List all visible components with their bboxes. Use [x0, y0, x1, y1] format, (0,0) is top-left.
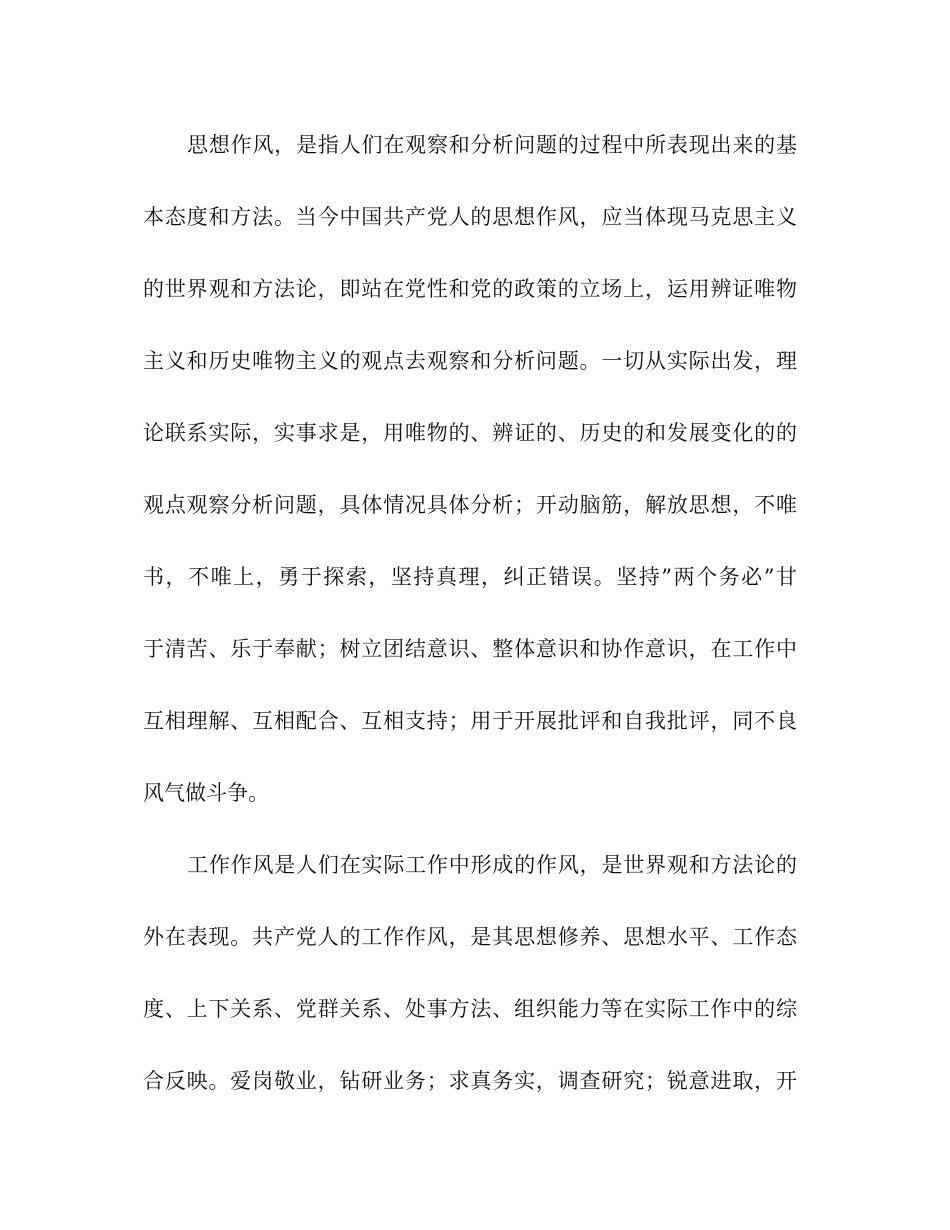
paragraph-line: 书，不唯上，勇于探索，坚持真理，纠正错误。坚持”两个务必”甘 [143, 565, 797, 589]
paragraph-line: 互相理解、互相配合、互相支持；用于开展批评和自我批评，同不良 [143, 709, 797, 733]
paragraph-line: 外在表现。共产党人的工作作风，是其思想修养、思想水平、工作态 [143, 925, 797, 949]
paragraph-line: 思想作风，是指人们在观察和分析问题的过程中所表现出来的基 [187, 133, 797, 157]
paragraph-line: 工作作风是人们在实际工作中形成的作风，是世界观和方法论的 [187, 853, 797, 877]
paragraph-line: 主义和历史唯物主义的观点去观察和分析问题。一切从实际出发，理 [143, 349, 797, 373]
paragraph-line: 合反映。爱岗敬业，钻研业务；求真务实，调查研究；锐意进取，开 [143, 1069, 797, 1093]
paragraph-work-style [143, 829, 797, 1117]
paragraph-line: 风气做斗争。 [143, 781, 269, 805]
paragraph-line: 观点观察分析问题，具体情况具体分析；开动脑筋，解放思想，不唯 [143, 493, 797, 517]
paragraph-line: 论联系实际，实事求是，用唯物的、辨证的、历史的和发展变化的的 [143, 421, 797, 445]
paragraph-line: 于清苦、乐于奉献；树立团结意识、整体意识和协作意识，在工作中 [143, 637, 797, 661]
paragraph-line: 的世界观和方法论，即站在党性和党的政策的立场上，运用辨证唯物 [143, 277, 797, 301]
paragraph-line: 本态度和方法。当今中国共产党人的思想作风，应当体现马克思主义 [143, 205, 797, 229]
paragraph-thinking-style [143, 109, 797, 829]
paragraph-line: 度、上下关系、党群关系、处事方法、组织能力等在实际工作中的综 [143, 997, 797, 1021]
document-body [143, 109, 797, 1117]
